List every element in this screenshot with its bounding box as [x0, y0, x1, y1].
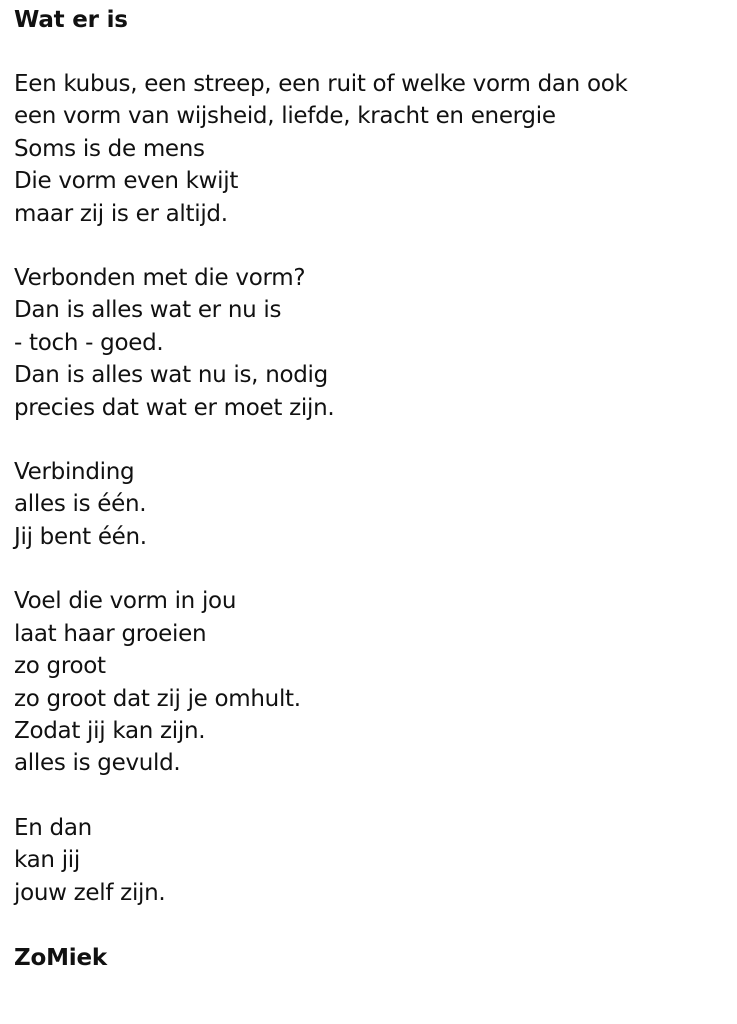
- poem-line: jouw zelf zijn.: [14, 879, 166, 906]
- poem-line: zo groot: [14, 653, 106, 680]
- poem-line: Dan is alles wat nu is, nodig: [14, 362, 328, 389]
- poem-line: precies dat wat er moet zijn.: [14, 394, 335, 421]
- poem-line: alles is gevuld.: [14, 750, 181, 777]
- stanza-3: [14, 456, 727, 553]
- poem-line: Jij bent één.: [14, 523, 147, 550]
- poem-line: Dan is alles wat er nu is: [14, 297, 282, 324]
- poem-line: zo groot dat zij je omhult.: [14, 685, 301, 712]
- poem-line: Soms is de mens: [14, 135, 205, 162]
- poem-line: alles is één.: [14, 491, 147, 518]
- poem-author: ZoMiek: [14, 944, 107, 971]
- poem-line: een vorm van wijsheid, liefde, kracht en energie: [14, 103, 556, 130]
- poem-line: Zodat jij kan zijn.: [14, 717, 206, 744]
- poem-line: - toch - goed.: [14, 329, 164, 356]
- poem-document: [14, 0, 727, 974]
- poem-line: Voel die vorm in jou: [14, 588, 237, 615]
- poem-line: laat haar groeien: [14, 620, 207, 647]
- poem-line: Verbonden met die vorm?: [14, 265, 306, 292]
- poem-line: kan jij: [14, 847, 80, 874]
- stanza-1: [14, 68, 727, 230]
- stanza-5: [14, 812, 727, 909]
- stanza-4: [14, 585, 727, 779]
- poem-line: Verbinding: [14, 459, 135, 486]
- poem-line: Een kubus, een streep, een ruit of welke vorm dan ook: [14, 71, 628, 97]
- stanza-2: [14, 262, 727, 424]
- poem-line: En dan: [14, 814, 92, 841]
- poem-title: Wat er is: [14, 7, 128, 33]
- poem-line: maar zij is er altijd.: [14, 200, 228, 227]
- poem-line: Die vorm even kwijt: [14, 168, 239, 195]
